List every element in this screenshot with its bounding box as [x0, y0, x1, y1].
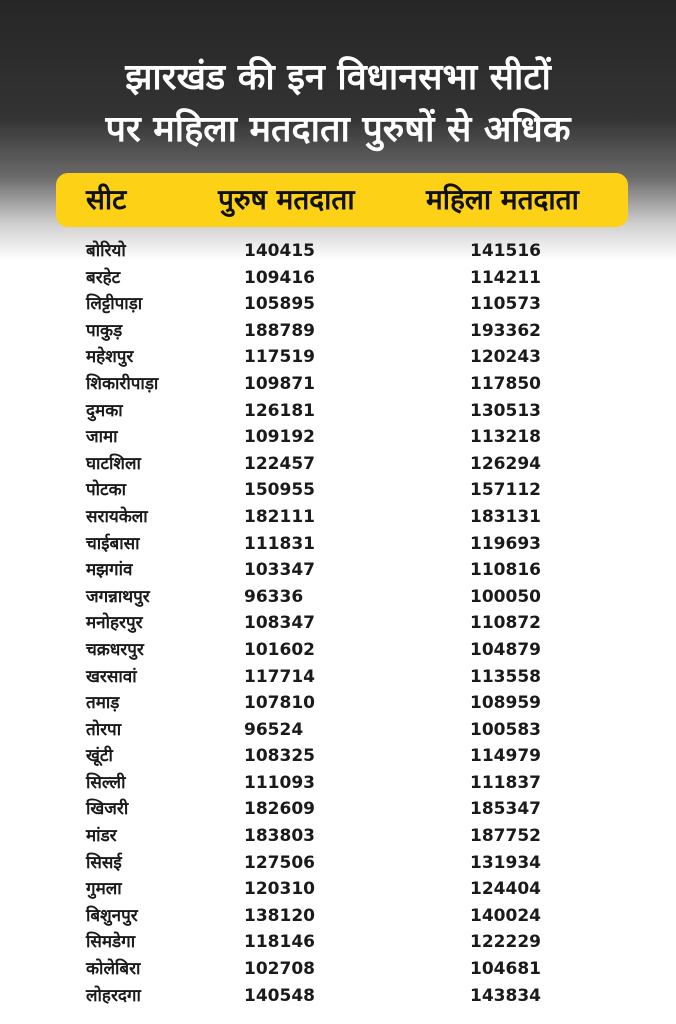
female-voters: 108959: [470, 693, 541, 714]
female-voters: 120243: [470, 347, 541, 368]
seat-name: लिट्टीपाड़ा: [86, 294, 143, 315]
female-voters: 113558: [470, 666, 541, 687]
male-voters: 183803: [244, 826, 315, 847]
male-voters: 101602: [244, 639, 315, 660]
table-row: [0, 291, 676, 318]
female-voters: 100583: [470, 719, 541, 740]
male-voters: 109192: [244, 427, 315, 448]
seat-name: खूंटी: [86, 746, 113, 767]
seat-name: चक्रधरपुर: [86, 639, 144, 660]
seat-name: खरसावां: [86, 666, 137, 687]
seat-name: सिल्ली: [86, 772, 126, 793]
table-row: [0, 823, 676, 850]
male-voters: 102708: [244, 959, 315, 980]
male-voters: 127506: [244, 852, 315, 873]
female-voters: 183131: [470, 506, 541, 527]
male-voters: 120310: [244, 879, 315, 900]
table-row: [0, 770, 676, 797]
male-voters: 188789: [244, 320, 315, 341]
female-voters: 110573: [470, 294, 541, 315]
table-row: [0, 983, 676, 1010]
male-voters: 111831: [244, 533, 315, 554]
table-row: [0, 238, 676, 265]
seat-name: बरहेट: [86, 267, 121, 288]
male-voters: 105895: [244, 294, 315, 315]
female-voters: 104879: [470, 639, 541, 660]
seat-name: बोरियो: [86, 241, 126, 261]
seat-name: पोटका: [86, 480, 127, 501]
seat-name: मांडर: [86, 826, 117, 847]
table-row: [0, 929, 676, 956]
female-voters: 100050: [470, 586, 541, 607]
seat-name: घाटशिला: [86, 453, 141, 474]
seat-name: सिसई: [86, 852, 122, 873]
male-voters: 182609: [244, 799, 315, 820]
female-voters: 110872: [470, 613, 541, 634]
table-row: [0, 664, 676, 691]
table-row: [0, 504, 676, 531]
table-row: [0, 796, 676, 823]
female-voters: 122229: [470, 932, 541, 953]
table-row: [0, 610, 676, 637]
table-row: [0, 424, 676, 451]
seat-name: लोहरदगा: [86, 985, 141, 1006]
male-voters: 117519: [244, 347, 315, 368]
female-voters: 130513: [470, 400, 541, 421]
table-row: [0, 398, 676, 425]
table-row: [0, 850, 676, 877]
table-row: [0, 956, 676, 983]
table-row: [0, 743, 676, 770]
female-voters: 157112: [470, 480, 541, 501]
seat-name: पाकुड़: [86, 320, 123, 341]
seat-name: सिमडेगा: [86, 932, 136, 953]
male-voters: 107810: [244, 693, 315, 714]
table-row: [0, 903, 676, 930]
seat-name: मझगांव: [86, 560, 133, 581]
seat-name: मनोहरपुर: [86, 613, 143, 634]
male-voters: 138120: [244, 905, 315, 926]
male-voters: 140548: [244, 985, 315, 1006]
seat-name: सरायकेला: [86, 506, 148, 527]
seat-name: बिशुनपुर: [86, 905, 138, 926]
female-voters: 111837: [470, 772, 541, 793]
seat-name: तोरपा: [86, 719, 122, 740]
male-voters: 122457: [244, 453, 315, 474]
female-voters: 114979: [470, 746, 541, 767]
table-row: [0, 717, 676, 744]
seat-name: तमाड़: [86, 693, 120, 714]
table-row: [0, 584, 676, 611]
table-row: [0, 265, 676, 292]
headline-line-1: झारखंड की इन विधानसभा सीटों: [125, 57, 551, 98]
female-voters: 119693: [470, 533, 541, 554]
header-seat: सीट: [86, 183, 127, 216]
table-row: [0, 477, 676, 504]
male-voters: 140415: [244, 241, 315, 261]
male-voters: 108347: [244, 613, 315, 634]
seat-name: महेशपुर: [86, 347, 134, 368]
seat-name: जामा: [86, 427, 118, 448]
male-voters: 117714: [244, 666, 315, 687]
table-row: [0, 371, 676, 398]
female-voters: 124404: [470, 879, 541, 900]
male-voters: 150955: [244, 480, 315, 501]
female-voters: 143834: [470, 985, 541, 1006]
female-voters: 113218: [470, 427, 541, 448]
male-voters: 118146: [244, 932, 315, 953]
female-voters: 131934: [470, 852, 541, 873]
seat-name: चाईबासा: [86, 533, 140, 554]
seat-name: जगन्नाथपुर: [86, 586, 150, 607]
table-row: [0, 531, 676, 558]
female-voters: 126294: [470, 453, 541, 474]
table-row: [0, 876, 676, 903]
male-voters: 111093: [244, 772, 315, 793]
male-voters: 182111: [244, 506, 315, 527]
male-voters: 109871: [244, 373, 315, 394]
male-voters: 126181: [244, 400, 315, 421]
table-row: [0, 451, 676, 478]
female-voters: 117850: [470, 373, 541, 394]
seat-name: शिकारीपाड़ा: [86, 373, 159, 394]
headline-line-2: पर महिला मतदाता पुरुषों से अधिक: [105, 109, 571, 150]
female-voters: 185347: [470, 799, 541, 820]
headline: [0, 52, 676, 156]
seat-name: गुमला: [86, 879, 122, 900]
male-voters: 109416: [244, 267, 315, 288]
seat-name: दुमका: [86, 400, 123, 421]
female-voters: 193362: [470, 320, 541, 341]
female-voters: 140024: [470, 905, 541, 926]
table-header-bar: [56, 173, 628, 227]
table-row: [0, 318, 676, 345]
seat-name: खिजरी: [86, 799, 129, 820]
male-voters: 96524: [244, 719, 304, 740]
header-female-voters: महिला मतदाता: [426, 183, 579, 216]
female-voters: 104681: [470, 959, 541, 980]
table-body: [0, 238, 676, 1009]
female-voters: 110816: [470, 560, 541, 581]
table-row: [0, 637, 676, 664]
female-voters: 141516: [470, 241, 541, 261]
header-male-voters: पुरुष मतदाता: [218, 183, 355, 216]
male-voters: 96336: [244, 586, 304, 607]
female-voters: 114211: [470, 267, 541, 288]
male-voters: 108325: [244, 746, 315, 767]
table-row: [0, 344, 676, 371]
female-voters: 187752: [470, 826, 541, 847]
table-row: [0, 690, 676, 717]
seat-name: कोलेबिरा: [86, 959, 141, 980]
table-row: [0, 557, 676, 584]
male-voters: 103347: [244, 560, 315, 581]
